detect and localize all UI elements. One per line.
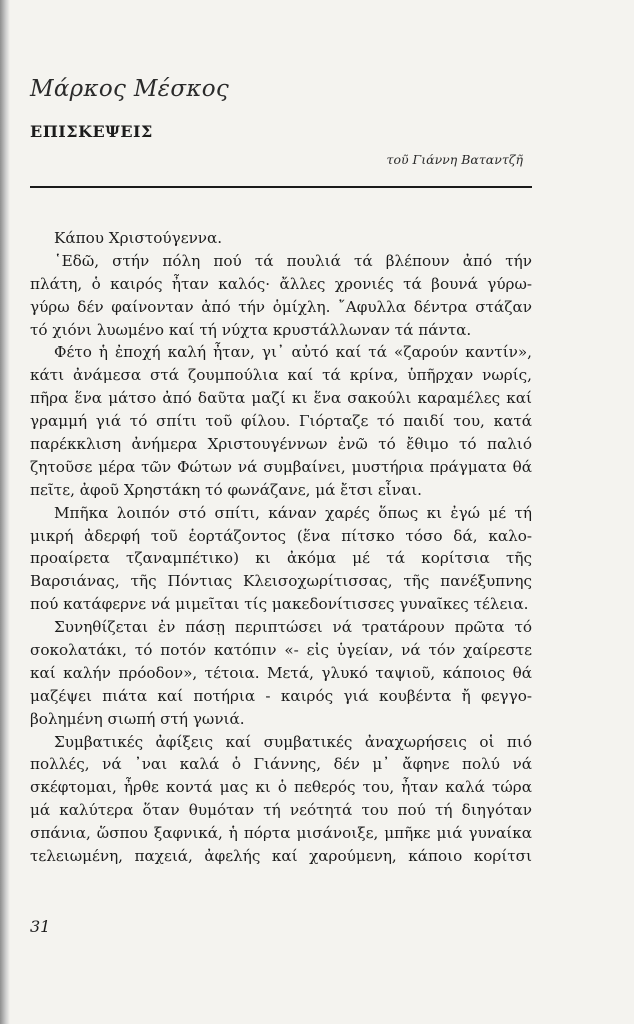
text-line: πλάτη, ὁ καιρός ἦταν καλός· ἄλλες χρονιές τά βουνά γύρω- xyxy=(30,274,532,293)
book-spine-shadow xyxy=(0,0,10,1024)
paragraph xyxy=(30,227,532,250)
text-line: πεῖτε, ἀφοῦ Χρηστάκη τό φωνάζανε, μά ἔτσι εἶναι. xyxy=(30,480,422,499)
text-line: Μπῆκα λοιπόν στό σπίτι, κάναν χαρές ὅπως κι ἐγώ μέ τή xyxy=(54,503,532,522)
paragraph xyxy=(30,250,532,342)
byline: τοῦ Γιάννη Βαταντζῆ xyxy=(386,152,523,167)
paragraph xyxy=(30,616,532,730)
text-line: πού κατάφερνε νά μιμεῖται τίς μακεδονίτισσες γυναῖκες τέλεια. xyxy=(30,595,529,614)
text-line: γύρω δέν φαίνονταν ἀπό τήν ὁμίχλη. ῎Αφυλλα δέντρα στάζαν xyxy=(30,297,532,316)
text-line: Κάπου Χριστούγεννα. xyxy=(54,229,223,247)
paragraph xyxy=(30,731,532,868)
text-line: Συμβατικές ἀφίξεις καί συμβατικές ἀναχωρήσεις οἱ πιό xyxy=(54,732,532,751)
text-line: πῆρα ἕνα μάτσο ἀπό δαῦτα μαζί κι ἕνα σακούλι καραμέλες καί xyxy=(30,389,532,408)
text-line: Συνηθίζεται ἐν πάσῃ περιπτώσει νά τρατάρουν πρῶτα τό xyxy=(54,618,532,637)
text-line: σπάνια, ὥσπου ξαφνικά, ἡ πόρτα μισάνοιξε, μπῆκε μιά γυναίκα xyxy=(30,824,532,843)
text-line: μικρή ἀδερφή τοῦ ἑορτάζοντος (ἕνα πίτσκο τόσο δά, καλο- xyxy=(30,526,532,545)
text-line: τό χιόνι λυωμένο καί τή νύχτα κρυστάλλωναν τά πάντα. xyxy=(30,320,472,339)
text-line: τελειωμένη, παχειά, ἀφελής καί χαρούμενη, κάποιο κορίτσι xyxy=(30,847,532,866)
text-line: παρέκκλιση ἀνήμερα Χριστουγέννων ἐνῶ τό ἔθιμο τό παλιό xyxy=(30,435,532,454)
text-line: προαίρετα τζαναμπέτικο) κι ἀκόμα μέ τά κορίτσια τῆς xyxy=(30,549,532,568)
author-name: Μάρκος Μέσκος xyxy=(30,76,230,102)
text-line: σκέφτομαι, ἦρθε κοντά μας κι ὁ πεθερός του, ἦταν καλά τώρα xyxy=(30,778,532,797)
text-line: μαζέψει πιάτα καί ποτήρια - καιρός γιά κουβέντα ἤ φεγγο- xyxy=(30,686,532,705)
text-line: κάτι ἀνάμεσα στά ζουμπούλια καί τά κρίνα, ὑπῆρχαν νωρίς, xyxy=(30,366,532,385)
text-line: μά καλύτερα ὅταν θυμόταν τή νεότητά του πού τή διηγόταν xyxy=(30,801,532,820)
text-line: γραμμή γιά τό σπίτι τοῦ φίλου. Γιόρταζε τό παιδί του, κατά xyxy=(30,412,532,431)
text-line: ζητοῦσε μέρα τῶν Φώτων νά συμβαίνει, μυστήρια πράγματα θά xyxy=(30,457,532,476)
page-number: 31 xyxy=(30,917,51,936)
paragraph xyxy=(30,502,532,616)
text-line: καί καλήν πρόοδον», τέτοια. Μετά, γλυκό ταψιοῦ, κάποιος θά xyxy=(30,663,532,682)
article-body xyxy=(30,227,532,868)
text-line: ῾Εδῶ, στήν πόλη πού τά πουλιά τά βλέπουν ἀπό τήν xyxy=(54,251,532,270)
text-line: Φέτο ἡ ἐποχή καλή ἦταν, γι᾿ αὐτό καί τά «ζαρούν καντίν», xyxy=(54,343,532,362)
text-line: βολημένη σιωπή στή γωνιά. xyxy=(30,709,245,728)
title-rule xyxy=(30,186,532,188)
text-line: σοκολατάκι, τό ποτόν κατόπιν «- εἰς ὑγείαν, νά τόν χαίρεστε xyxy=(30,641,532,660)
paragraph xyxy=(30,341,532,501)
text-line: πολλές, νά ᾿ναι καλά ὁ Γιάννης, δέν μ᾿ ἄφηνε πολύ νά xyxy=(30,755,532,774)
article-title: ΕΠΙΣΚΕΨΕΙΣ xyxy=(30,122,153,141)
text-line: Βαρσιάνας, τῆς Πόντιας Κλεισοχωρίτισσας, τῆς πανέξυπνης xyxy=(30,572,532,591)
